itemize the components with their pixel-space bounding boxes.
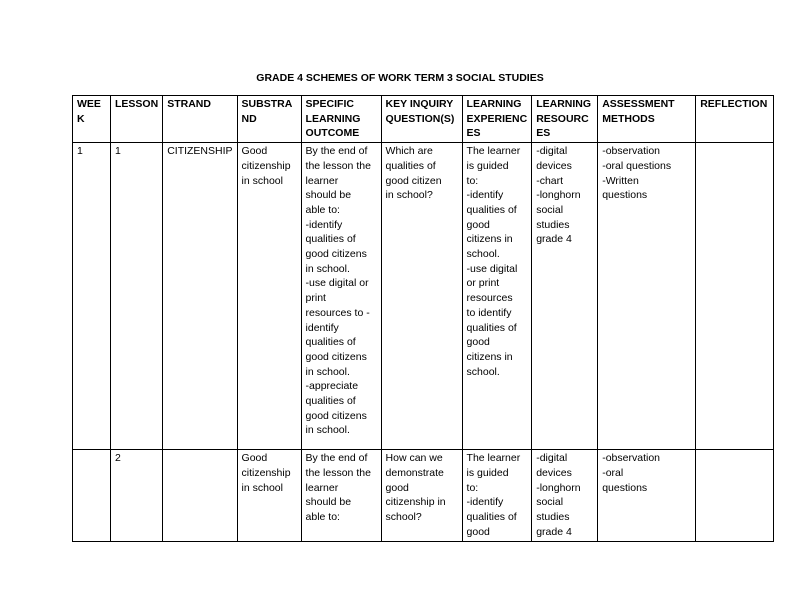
cell-line: the lesson the bbox=[305, 466, 371, 479]
cell-lesson bbox=[111, 143, 163, 450]
cell-line: should be bbox=[305, 496, 352, 509]
cell-line: citizens in bbox=[466, 350, 513, 363]
header-specific-learning-outcome bbox=[301, 96, 381, 143]
header-learning-experiences bbox=[462, 96, 532, 143]
cell-line: questions bbox=[602, 481, 648, 494]
table-row bbox=[73, 143, 774, 450]
cell-line: in school bbox=[241, 481, 283, 494]
cell-line: good citizens bbox=[305, 409, 367, 422]
header-lesson bbox=[111, 96, 163, 143]
cell-line: good citizens bbox=[305, 350, 367, 363]
cell-line: qualities of bbox=[385, 159, 436, 172]
cell-line: social bbox=[536, 496, 564, 509]
cell-week bbox=[73, 450, 111, 542]
cell-learning-experiences bbox=[462, 450, 532, 542]
cell-line: good bbox=[385, 481, 409, 494]
cell-lesson bbox=[111, 450, 163, 542]
cell-line: SUBSTRA bbox=[241, 98, 293, 110]
cell-line: in school? bbox=[385, 189, 433, 202]
cell-line: devices bbox=[536, 159, 572, 172]
cell-line: resources to - bbox=[305, 306, 370, 319]
cell-line: -oral bbox=[602, 466, 624, 479]
cell-line: ND bbox=[241, 112, 257, 125]
cell-line: -oral questions bbox=[602, 159, 672, 172]
header-row bbox=[73, 96, 774, 143]
cell-line: -chart bbox=[536, 174, 564, 187]
cell-line: -longhorn bbox=[536, 481, 581, 494]
cell-line: good bbox=[466, 218, 490, 231]
cell-line: good citizens bbox=[305, 248, 367, 261]
header-week bbox=[73, 96, 111, 143]
cell-line: social bbox=[536, 203, 564, 216]
cell-line: resources bbox=[466, 292, 513, 305]
header-substrand bbox=[237, 96, 301, 143]
cell-line: LEARNING bbox=[466, 98, 522, 110]
header-reflection bbox=[696, 96, 774, 143]
cell-line: or print bbox=[466, 277, 500, 290]
cell-line: LESSON bbox=[115, 98, 159, 110]
cell-line: SPECIFIC bbox=[305, 98, 354, 110]
cell-assessment-methods bbox=[598, 143, 696, 450]
cell-line: By the end of bbox=[305, 452, 368, 465]
cell-line: in school. bbox=[305, 424, 350, 437]
cell-line: -identify bbox=[466, 189, 504, 202]
cell-learning-resources bbox=[532, 450, 598, 542]
cell-line: The learner bbox=[466, 145, 521, 158]
cell-line: qualities of bbox=[466, 321, 517, 334]
cell-line: to identify bbox=[466, 306, 512, 319]
cell-line: school? bbox=[385, 510, 422, 523]
cell-line: print bbox=[305, 292, 326, 305]
cell-line: qualities of bbox=[305, 233, 356, 246]
cell-line: good citizen bbox=[385, 174, 442, 187]
cell-line: grade 4 bbox=[536, 233, 572, 246]
cell-substrand bbox=[237, 143, 301, 450]
cell-line: -use digital or bbox=[305, 277, 369, 290]
cell-line: to: bbox=[466, 481, 479, 494]
cell-line: is guided bbox=[466, 466, 509, 479]
cell-line: -identify bbox=[305, 218, 343, 231]
cell-line: -appreciate bbox=[305, 380, 359, 393]
cell-line: Which are bbox=[385, 145, 433, 158]
cell-key-inquiry-question bbox=[381, 143, 462, 450]
cell-line: citizenship bbox=[241, 466, 291, 479]
cell-line: citizenship bbox=[241, 159, 291, 172]
cell-reflection bbox=[696, 143, 774, 450]
cell-line: identify bbox=[305, 321, 339, 334]
cell-line: demonstrate bbox=[385, 466, 444, 479]
cell-line: able to: bbox=[305, 203, 340, 216]
cell-learning-experiences bbox=[462, 143, 532, 450]
cell-line: K bbox=[77, 112, 85, 125]
cell-line: KEY INQUIRY bbox=[385, 98, 454, 110]
cell-line: ASSESSMENT bbox=[602, 98, 675, 110]
cell-line: How can we bbox=[385, 452, 443, 465]
cell-line: STRAND bbox=[167, 98, 211, 110]
cell-line: -digital bbox=[536, 452, 568, 465]
cell-line: grade 4 bbox=[536, 525, 572, 538]
cell-specific-learning-outcome bbox=[301, 450, 381, 542]
cell-line: OUTCOME bbox=[305, 127, 360, 140]
cell-line: ES bbox=[536, 127, 551, 140]
cell-line: school. bbox=[466, 248, 500, 261]
cell-strand bbox=[163, 450, 237, 542]
cell-line: Good bbox=[241, 145, 268, 158]
header-learning-resources bbox=[532, 96, 598, 143]
cell-line: citizenship in bbox=[385, 496, 446, 509]
document-title: GRADE 4 SCHEMES OF WORK TERM 3 SOCIAL STUDIES bbox=[256, 72, 544, 84]
cell-line: in school bbox=[241, 174, 283, 187]
cell-line: good bbox=[466, 336, 490, 349]
cell-line: -digital bbox=[536, 145, 568, 158]
cell-line: REFLECTION bbox=[700, 98, 768, 110]
cell-line: -observation bbox=[602, 452, 660, 465]
cell-line: should be bbox=[305, 189, 352, 202]
cell-key-inquiry-question bbox=[381, 450, 462, 542]
cell-line: CITIZENSHIP bbox=[167, 145, 233, 158]
cell-line: studies bbox=[536, 510, 570, 523]
header-assessment-methods bbox=[598, 96, 696, 143]
table-row bbox=[73, 450, 774, 542]
cell-line: QUESTION(S) bbox=[385, 112, 455, 125]
cell-line: in school. bbox=[305, 262, 350, 275]
cell-line: EXPERIENC bbox=[466, 112, 528, 125]
cell-line: -Written bbox=[602, 174, 639, 187]
cell-line: By the end of bbox=[305, 145, 368, 158]
cell-line: Good bbox=[241, 452, 268, 465]
cell-week bbox=[73, 143, 111, 450]
cell-line: METHODS bbox=[602, 112, 655, 125]
cell-line: school. bbox=[466, 365, 500, 378]
cell-line: to: bbox=[466, 174, 479, 187]
cell-line: -observation bbox=[602, 145, 660, 158]
scheme-of-work-table bbox=[72, 95, 774, 542]
cell-line: able to: bbox=[305, 510, 340, 523]
cell-learning-resources bbox=[532, 143, 598, 450]
cell-line: questions bbox=[602, 189, 648, 202]
cell-line: learner bbox=[305, 481, 339, 494]
cell-line: -identify bbox=[466, 496, 504, 509]
cell-line: is guided bbox=[466, 159, 509, 172]
cell-specific-learning-outcome bbox=[301, 143, 381, 450]
cell-line: in school. bbox=[305, 365, 350, 378]
cell-line: citizens in bbox=[466, 233, 513, 246]
cell-line: good bbox=[466, 525, 490, 538]
cell-line: 2 bbox=[115, 452, 121, 465]
cell-line: -use digital bbox=[466, 262, 518, 275]
cell-line: qualities of bbox=[305, 395, 356, 408]
cell-reflection bbox=[696, 450, 774, 542]
cell-line: learner bbox=[305, 174, 339, 187]
cell-line: 1 bbox=[77, 145, 83, 158]
cell-substrand bbox=[237, 450, 301, 542]
cell-line: WEE bbox=[77, 98, 101, 110]
cell-line: LEARNING bbox=[536, 98, 592, 110]
header-key-inquiry-question bbox=[381, 96, 462, 143]
cell-strand bbox=[163, 143, 237, 450]
cell-line: LEARNING bbox=[305, 112, 361, 125]
cell-line: devices bbox=[536, 466, 572, 479]
cell-line: ES bbox=[466, 127, 481, 140]
cell-line: RESOURC bbox=[536, 112, 589, 125]
cell-line: qualities of bbox=[305, 336, 356, 349]
cell-line: 1 bbox=[115, 145, 121, 158]
cell-line: qualities of bbox=[466, 510, 517, 523]
cell-line: The learner bbox=[466, 452, 521, 465]
header-strand bbox=[163, 96, 237, 143]
cell-line: the lesson the bbox=[305, 159, 371, 172]
cell-line: qualities of bbox=[466, 203, 517, 216]
cell-line: -longhorn bbox=[536, 189, 581, 202]
cell-assessment-methods bbox=[598, 450, 696, 542]
cell-line: studies bbox=[536, 218, 570, 231]
